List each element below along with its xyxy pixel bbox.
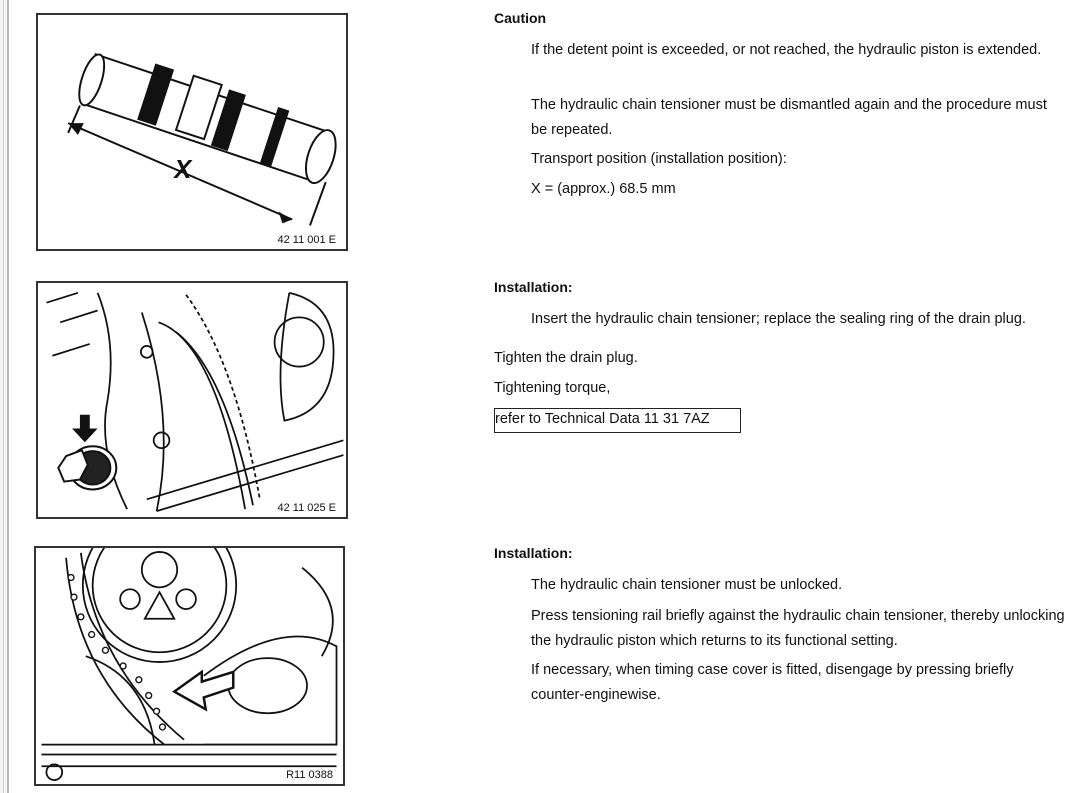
figure-drain-plug <box>36 281 348 519</box>
arrow-icon <box>174 672 233 709</box>
figure-piston <box>36 13 348 251</box>
installation-heading: Installation: <box>494 545 573 561</box>
installation-paragraph: If necessary, when timing case cover is fitted, disengage by pressing briefly counter-enginewise. <box>531 662 1014 703</box>
figure-tensioning-rail <box>34 546 345 786</box>
installation-paragraph: The hydraulic chain tensioner must be unlocked. <box>531 577 843 593</box>
left-margin-rule <box>0 0 9 793</box>
figure-code: 42 11 025 E <box>277 502 336 514</box>
dimension-label-x: X <box>174 156 192 185</box>
caution-paragraph: The hydraulic chain tensioner must be dismantled again and the procedure must be repeated. <box>531 97 1047 138</box>
installation-step: Tightening torque, <box>494 380 611 396</box>
installation-heading: Installation: <box>494 279 573 295</box>
piston-illustration <box>38 15 346 249</box>
installation-paragraph: Insert the hydraulic chain tensioner; replace the sealing ring of the drain plug. <box>531 311 1026 327</box>
caution-paragraph: If the detent point is exceeded, or not reached, the hydraulic piston is extended. <box>531 42 1042 58</box>
figure-code: 42 11 001 E <box>277 234 336 246</box>
technical-data-reference-link[interactable]: refer to Technical Data 11 31 7AZ <box>494 408 741 433</box>
tensioning-rail-illustration <box>36 548 343 784</box>
figure-code: R11 0388 <box>282 769 333 781</box>
caution-heading: Caution <box>494 10 547 26</box>
caution-paragraph: Transport position (installation position): <box>531 151 787 167</box>
dimension-value: X = (approx.) 68.5 mm <box>531 181 676 197</box>
installation-paragraph: Press tensioning rail briefly against the hydraulic chain tensioner, thereby unlocking the hydraulic piston which returns to its functional setting. <box>531 608 1065 649</box>
drain-plug-illustration <box>38 283 346 517</box>
installation-step: Tighten the drain plug. <box>494 350 638 366</box>
arrow-icon <box>72 415 98 443</box>
